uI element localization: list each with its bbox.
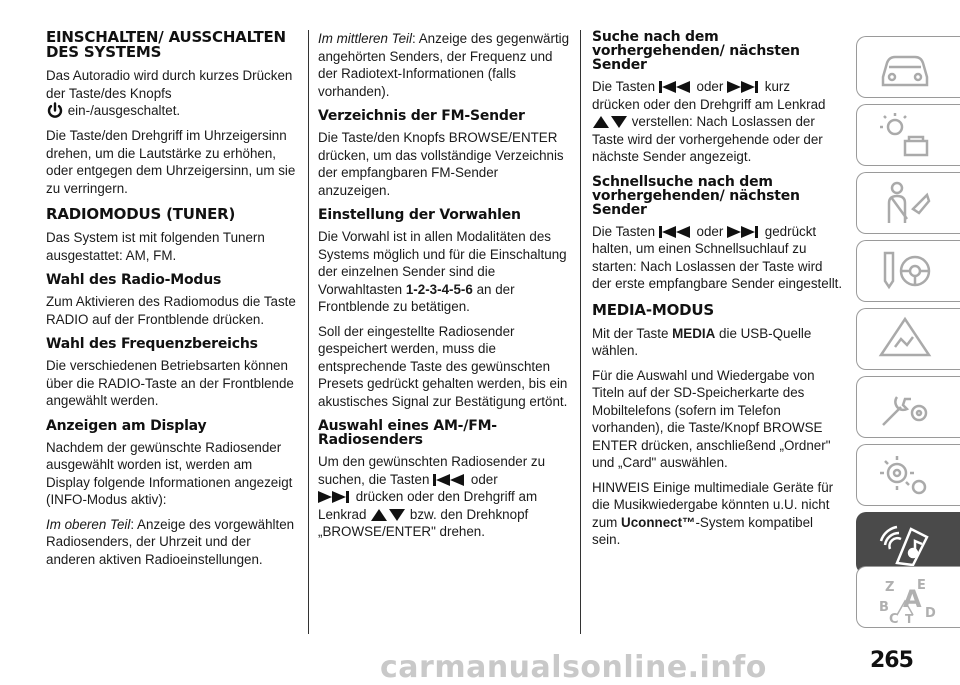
- heading-am-fm-select: Auswahl eines AM-/FM-Radiosenders: [318, 418, 497, 448]
- seek-back-icon: [659, 79, 693, 95]
- paragraph: Das Autoradio wird durch kurzes Drücken der Taste/des Knopfs ein-/ausgeschaltet.: [46, 67, 298, 120]
- column-divider: [580, 30, 581, 634]
- column-divider: [308, 30, 309, 634]
- up-arrow-icon: [370, 508, 388, 522]
- gears-icon: [875, 451, 935, 501]
- index-letter: E: [917, 578, 926, 593]
- watermark: carmanualsonline.info: [380, 650, 767, 685]
- paragraph: Für die Auswahl und Wiedergabe von Titeln auf der SD-Speicherkarte des Mobiltelefons (sofern im Telefon vorhanden), die Taste/Knopf BROWSE ENTER drücken, anschließend „Ordner" und „Card" auswählen.: [592, 367, 831, 470]
- wrench-icon: [875, 383, 935, 433]
- paragraph: Nachdem der gewünschte Radiosender ausgewählt worden ist, werden am Display folgende Informationen angezeigt (INFO-Modus aktiv):: [46, 439, 293, 508]
- paragraph: Das System ist mit folgenden Tunern ausgestattet: AM, FM.: [46, 230, 265, 263]
- index-letter: B: [879, 600, 889, 615]
- column-1: [46, 30, 298, 575]
- page-number: 265: [870, 648, 913, 673]
- tab-multimedia[interactable]: [856, 512, 960, 574]
- tab-emergency[interactable]: [856, 308, 960, 370]
- seek-forward-icon: [727, 79, 761, 95]
- down-arrow-icon: [610, 115, 628, 129]
- down-arrow-icon: [388, 508, 406, 522]
- column-2: [318, 30, 570, 548]
- warning-light-icon: [875, 111, 935, 161]
- key-steering-icon: [875, 247, 935, 297]
- up-arrow-icon: [592, 115, 610, 129]
- tab-index[interactable]: [856, 566, 960, 628]
- heading-seek: Suche nach dem vorhergehenden/ nächsten Sender: [592, 29, 800, 73]
- tab-dashboard-lights[interactable]: [856, 104, 960, 166]
- index-letter: C: [889, 612, 899, 625]
- paragraph: Mit der Taste MEDIA die USB-Quelle wählen.: [592, 325, 812, 358]
- tab-safety[interactable]: [856, 172, 960, 234]
- tab-maintenance[interactable]: [856, 376, 960, 438]
- heading-frequency-band: Wahl des Frequenzbereichs: [46, 336, 258, 353]
- index-letter: Z: [885, 580, 895, 595]
- seek-forward-icon: [318, 489, 352, 505]
- fast-forward-icon: [727, 224, 761, 240]
- heading-radio-mode: RADIOMODUS (TUNER): [46, 205, 236, 224]
- heading-display: Anzeigen am Display: [46, 417, 207, 434]
- paragraph: Die Taste/den Knopfs BROWSE/ENTER drücken, um das vollständige Verzeichnis der empfangbaren FM-Sender anzuzeigen.: [318, 130, 564, 198]
- index-letter: D: [925, 606, 936, 621]
- paragraph: Im mittleren Teil: Anzeige des gegenwärtig angehörten Senders, der Frequenz und der Radiotext-Informationen (falls vorhanden).: [318, 31, 570, 99]
- index-letter: T: [905, 612, 914, 625]
- paragraph: HINWEIS Einige multimediale Geräte für die Musikwiedergabe könnten u.U. nicht zum Uconnect™-System kompatibel sein.: [592, 479, 834, 547]
- tab-starting-driving[interactable]: [856, 240, 960, 302]
- car-icon: [875, 43, 935, 93]
- index-letters-icon: [875, 573, 941, 625]
- tab-technical-data[interactable]: [856, 444, 960, 506]
- heading-radio-mode-select: Wahl des Radio-Modus: [46, 272, 222, 289]
- paragraph: Zum Aktivieren des Radiomodus die Taste RADIO auf der Frontblende drücken.: [46, 294, 296, 327]
- emergency-icon: [875, 315, 935, 365]
- heading-fm-list: Verzeichnis der FM-Sender: [318, 108, 525, 124]
- paragraph: Die Taste/den Drehgriff im Uhrzeigersinn drehen, um die Lautstärke zu erhöhen, oder entgegen dem Uhrzeigersinn, um sie zu verringern.: [46, 128, 296, 196]
- fast-back-icon: [659, 224, 693, 240]
- paragraph: Die Tasten oder gedrückt halten, um einen Schnellsuchlauf zu starten: Nach Loslassen der Taste wird der erste empfangbare Sender eingestellt.: [592, 223, 843, 291]
- seatbelt-icon: [875, 179, 935, 229]
- paragraph: Soll der eingestellte Radiosender gespeichert werden, muss die entsprechende Taste des gewünschten Presets gedrückt gehalten werden, bis ein akustisches Signal zur Bestätigung ertönt.: [318, 323, 568, 409]
- multimedia-icon: [875, 519, 935, 569]
- paragraph: Die verschiedenen Betriebsarten können über die RADIO-Taste an der Frontblende angewählt werden.: [46, 358, 294, 409]
- paragraph: Die Vorwahl ist in allen Modalitäten des Systems möglich und für die Einschaltung der einzelnen Sender sind die Vorwahltasten 1-2-3-4-5-6 an der Frontblende zu betätigen.: [318, 229, 567, 314]
- heading-presets: Einstellung der Vorwahlen: [318, 207, 521, 223]
- power-icon: [46, 102, 64, 120]
- heading-fast-seek: Schnellsuche nach dem vorhergehenden/ nächsten Sender: [592, 173, 800, 218]
- seek-back-icon: [433, 472, 467, 488]
- column-3: [592, 30, 844, 556]
- paragraph: Die Tasten oder kurz drücken oder den Drehgriff am Lenkrad verstellen: Nach Loslassen der Taste wird der vorhergehende oder der nächste Sender angezeigt.: [592, 79, 826, 164]
- tab-car-overview[interactable]: [856, 36, 960, 98]
- heading-media-mode: MEDIA-MODUS: [592, 300, 714, 319]
- paragraph: Um den gewünschten Radiosender zu suchen, die Tasten oder drücken oder den Drehgriff am Lenkrad bzw. den Drehknopf „BROWSE/ENTER" drehen.: [318, 454, 546, 539]
- index-letter: A: [903, 585, 922, 613]
- paragraph: Im oberen Teil: Anzeige des vorgewählten Radiosenders, der Uhrzeit und der anderen aktiven Radioeinstellungen.: [46, 516, 295, 567]
- heading-system-on-off: EINSCHALTEN/ AUSSCHALTEN DES SYSTEMS: [46, 28, 286, 61]
